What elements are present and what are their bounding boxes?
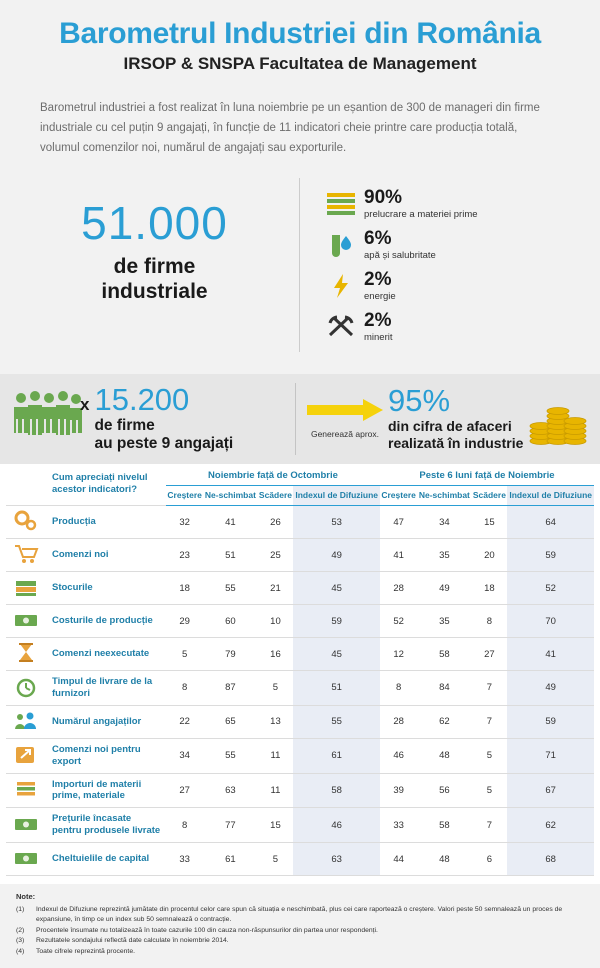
note-number: (2) [16, 926, 25, 934]
subheader-neschimbat-2: Ne-schimbat [417, 485, 471, 505]
table-row [6, 539, 594, 572]
arrow-caption: Generează aprox. [310, 428, 380, 439]
cell-scadere-2: 5 [486, 784, 493, 796]
cell-scadere-2: 5 [486, 750, 493, 762]
cell-index-2: 70 [507, 605, 594, 638]
lightning-icon [322, 270, 360, 302]
cash-box-icon [6, 843, 46, 876]
table-row [6, 605, 594, 638]
cell-crestere-1: 33 [179, 853, 190, 865]
cell-scadere-2: 7 [486, 716, 493, 728]
indicators-table-wrap [0, 464, 600, 876]
note-text: Toate cifrele reprezintă procente. [36, 948, 135, 956]
cell-scadere-2: 7 [486, 819, 493, 831]
row-label: Producția [52, 516, 96, 528]
cell-index-2: 68 [507, 843, 594, 876]
cell-index-2: 62 [507, 808, 594, 843]
row-label: Comenzi neexecutate [52, 648, 150, 660]
icon-column-header [6, 464, 46, 506]
sector-text [360, 229, 436, 261]
sector-pct: 6% [364, 227, 392, 249]
cash-icon [6, 808, 46, 843]
row-label: Comenzi noi [52, 549, 109, 561]
note-item [16, 936, 584, 946]
note-text: Procentele însumate nu totalizează în toate cazurile 100 din cauza non-răspunsurilor din partea unor respondenți. [36, 926, 378, 934]
cell-scadere-1: 25 [270, 549, 281, 561]
cell-neschimbat-1: 55 [225, 582, 236, 594]
sector-text [360, 311, 393, 343]
firms-9plus-number: 15.200 [94, 381, 190, 417]
sector-pct: 90% [364, 186, 403, 208]
notes-section [0, 884, 600, 968]
cell-neschimbat-1: 65 [225, 716, 236, 728]
cell-neschimbat-2: 49 [439, 582, 450, 594]
sector-pct: 2% [364, 309, 392, 331]
people-group-icon [6, 388, 78, 449]
revenue-share-block [296, 382, 594, 453]
cell-scadere-1: 15 [270, 819, 281, 831]
table-row [6, 705, 594, 738]
note-item [16, 947, 584, 957]
firms-9plus-label [94, 417, 233, 454]
cell-crestere-2: 8 [395, 682, 402, 694]
cell-scadere-2: 7 [486, 682, 493, 694]
revenue-share-label-line1: din cifra de afaceri [388, 417, 512, 434]
row-label: Numărul angajaților [52, 715, 142, 727]
cell-neschimbat-1: 61 [225, 853, 236, 865]
cell-crestere-1: 29 [179, 615, 190, 627]
revenue-share-label-line2: realizată în industrie [388, 435, 524, 452]
cell-index-2: 59 [507, 705, 594, 738]
note-item [16, 905, 584, 925]
cell-crestere-1: 23 [179, 549, 190, 561]
sector-row [322, 229, 600, 261]
table-row [6, 506, 594, 539]
cell-index-2: 41 [507, 638, 594, 671]
subheader-scadere-2: Scădere [471, 485, 507, 505]
cell-scadere-2: 8 [486, 615, 493, 627]
cell-crestere-2: 47 [393, 516, 404, 528]
cell-crestere-1: 32 [179, 516, 190, 528]
cell-scadere-1: 10 [270, 615, 281, 627]
cell-neschimbat-1: 87 [225, 682, 236, 694]
sector-label: prelucrare a materiei prime [364, 208, 478, 220]
cell-neschimbat-2: 58 [439, 648, 450, 660]
cell-neschimbat-2: 84 [439, 682, 450, 694]
cell-index-2: 67 [507, 773, 594, 808]
row-label: Importuri de materii prime, materiale [52, 778, 142, 802]
cell-index-1: 46 [293, 808, 380, 843]
cell-scadere-2: 15 [484, 516, 495, 528]
row-label: Prețurile încasate pentru produsele livrate [52, 813, 161, 837]
cell-neschimbat-2: 35 [439, 615, 450, 627]
arrow-block [306, 399, 384, 439]
sector-pct: 2% [364, 268, 392, 290]
export-arrow-icon [6, 738, 46, 773]
cell-crestere-2: 39 [393, 784, 404, 796]
subheader-index-1: Indexul de Difuziune [293, 485, 380, 505]
sector-breakdown [300, 178, 600, 352]
stopwatch-icon [6, 671, 46, 706]
cell-crestere-1: 34 [179, 750, 190, 762]
subheader-crestere-1: Creștere [166, 485, 203, 505]
sector-row [322, 270, 600, 302]
cell-index-2: 71 [507, 738, 594, 773]
cart-icon [6, 539, 46, 572]
sector-row [322, 188, 600, 220]
firms-total-number: 51.000 [81, 196, 228, 249]
cell-index-1: 63 [293, 843, 380, 876]
cell-scadere-1: 11 [270, 784, 281, 796]
note-item [16, 926, 584, 936]
firms-total-label-line2: industriale [101, 280, 208, 304]
subheader-neschimbat-1: Ne-schimbat [203, 485, 257, 505]
cell-index-1: 61 [293, 738, 380, 773]
sector-row [322, 311, 600, 343]
sector-label: apă și salubritate [364, 249, 436, 261]
group-header-2: Peste 6 luni față de Noiembrie [380, 464, 594, 486]
row-label: Comenzi noi pentru export [52, 743, 141, 767]
page-header [0, 0, 600, 88]
cell-index-1: 45 [293, 638, 380, 671]
coins-icon [527, 385, 589, 452]
table-row [6, 638, 594, 671]
books-stack-icon [6, 773, 46, 808]
cell-scadere-2: 20 [484, 549, 495, 561]
page-subtitle: IRSOP & SNSPA Facultatea de Management [123, 53, 477, 73]
revenue-share-label [388, 418, 523, 453]
intro-paragraph: Barometrul industriei a fost realizat în luna noiembrie pe un eșantion de 300 de manageri din firme industriale cu cel puțin 9 angajați, în funcție de 11 indicatori cheie printre care producția totală, volumul comenzilor noi, numărul de angajați sau exporturile. [0, 88, 600, 174]
cell-crestere-1: 5 [182, 648, 188, 660]
table-row [6, 671, 594, 706]
cell-neschimbat-2: 58 [439, 819, 450, 831]
cell-index-1: 53 [293, 506, 380, 539]
row-label: Stocurile [52, 582, 93, 594]
note-number: (1) [16, 905, 25, 913]
firms-9plus-block [6, 383, 296, 455]
firms-total-block [10, 178, 300, 352]
revenue-share-pct: 95% [388, 382, 451, 418]
cell-crestere-2: 46 [393, 750, 404, 762]
cell-crestere-2: 41 [393, 549, 404, 561]
banknote-icon [6, 605, 46, 638]
group-header-1: Noiembrie față de Octombrie [166, 464, 380, 486]
cell-index-1: 55 [293, 705, 380, 738]
firms-9plus-text [94, 381, 234, 454]
cell-index-2: 52 [507, 572, 594, 605]
cell-scadere-2: 27 [484, 648, 495, 660]
cell-crestere-2: 12 [393, 648, 404, 660]
cell-neschimbat-1: 63 [225, 784, 236, 796]
table-row [6, 738, 594, 773]
cell-neschimbat-2: 56 [439, 784, 450, 796]
water-drop-icon [322, 229, 360, 261]
multiplier-symbol: x [80, 394, 90, 414]
cell-crestere-2: 52 [393, 615, 404, 627]
question-header: Cum apreciați nivelul acestor indicatori? [52, 471, 148, 496]
cell-neschimbat-2: 34 [439, 516, 450, 528]
sector-label: energie [364, 290, 396, 302]
cell-crestere-1: 27 [179, 784, 190, 796]
money-stack-icon [6, 572, 46, 605]
mining-tools-icon [322, 311, 360, 343]
row-label: Costurile de producție [52, 615, 153, 627]
sector-text [360, 188, 478, 220]
firms-total-label [10, 254, 299, 305]
notes-title: Note: [16, 892, 36, 902]
cell-crestere-1: 22 [179, 716, 190, 728]
cell-neschimbat-1: 51 [225, 549, 236, 561]
page-title: Barometrul Industriei din România [59, 17, 541, 50]
right-arrow-icon [307, 399, 383, 421]
cell-index-1: 49 [293, 539, 380, 572]
hourglass-icon [6, 638, 46, 671]
cell-index-2: 49 [507, 671, 594, 706]
cell-index-2: 64 [507, 506, 594, 539]
subheader-scadere-1: Scădere [258, 485, 294, 505]
cell-neschimbat-1: 55 [225, 750, 236, 762]
cell-scadere-1: 5 [272, 853, 279, 865]
note-number: (3) [16, 937, 25, 945]
cell-index-1: 45 [293, 572, 380, 605]
firms-total-label-line1: de firme [113, 254, 196, 278]
sector-label: minerit [364, 331, 393, 343]
table-row [6, 572, 594, 605]
cell-crestere-2: 28 [393, 716, 404, 728]
cell-neschimbat-2: 35 [439, 549, 450, 561]
cell-neschimbat-2: 48 [439, 853, 450, 865]
cell-scadere-2: 6 [486, 853, 493, 865]
table-row [6, 773, 594, 808]
firms-9plus-label-line2: au peste 9 angajați [94, 435, 234, 453]
cell-neschimbat-2: 48 [439, 750, 450, 762]
cell-neschimbat-1: 77 [225, 819, 236, 831]
row-label: Timpul de livrare de la furnizori [52, 676, 153, 699]
cell-index-1: 51 [293, 671, 380, 706]
cell-neschimbat-2: 62 [439, 716, 450, 728]
revenue-share-text [384, 382, 524, 453]
cell-neschimbat-1: 60 [225, 615, 236, 627]
note-text: Indexul de Difuziune reprezintă jumătate din procentul celor care spun că situația e neschimbată, plus cei care raportează o creștere. Valori peste 50 semnalează un proces de expansiune, în timp ce un index sub 50 semnalează o contracție. [36, 905, 563, 923]
row-label: Cheltuielile de capital [52, 853, 150, 865]
stats-band [0, 174, 600, 374]
note-number: (4) [16, 948, 25, 956]
firms-9plus-label-line1: de firme [94, 416, 155, 434]
sector-text [360, 270, 396, 302]
cell-scadere-1: 13 [270, 716, 281, 728]
books-icon [322, 188, 360, 220]
people-group-icon [6, 705, 46, 738]
note-text: Rezultatele sondajului reflectă date calculate în noiembrie 2014. [36, 937, 229, 945]
cell-scadere-2: 18 [484, 582, 495, 594]
subheader-crestere-2: Creștere [380, 485, 417, 505]
gears-icon [6, 506, 46, 539]
cell-neschimbat-1: 41 [225, 516, 236, 528]
cell-crestere-1: 18 [179, 582, 190, 594]
cell-scadere-1: 21 [270, 582, 281, 594]
cell-scadere-1: 16 [270, 648, 281, 660]
cell-crestere-1: 8 [182, 819, 188, 831]
cell-index-1: 58 [293, 773, 380, 808]
cell-crestere-1: 8 [182, 682, 188, 694]
cell-index-2: 59 [507, 539, 594, 572]
cell-scadere-1: 5 [272, 682, 279, 694]
cell-index-1: 59 [293, 605, 380, 638]
indicators-table [6, 464, 594, 876]
mid-band [0, 374, 600, 464]
table-row [6, 843, 594, 876]
table-row [6, 808, 594, 843]
cell-crestere-2: 28 [393, 582, 404, 594]
cell-crestere-2: 44 [393, 853, 404, 865]
cell-crestere-2: 33 [393, 819, 404, 831]
cell-neschimbat-1: 79 [225, 648, 236, 660]
cell-scadere-1: 11 [270, 750, 281, 762]
subheader-index-2: Indexul de Difuziune [507, 485, 594, 505]
cell-scadere-1: 26 [270, 516, 281, 528]
